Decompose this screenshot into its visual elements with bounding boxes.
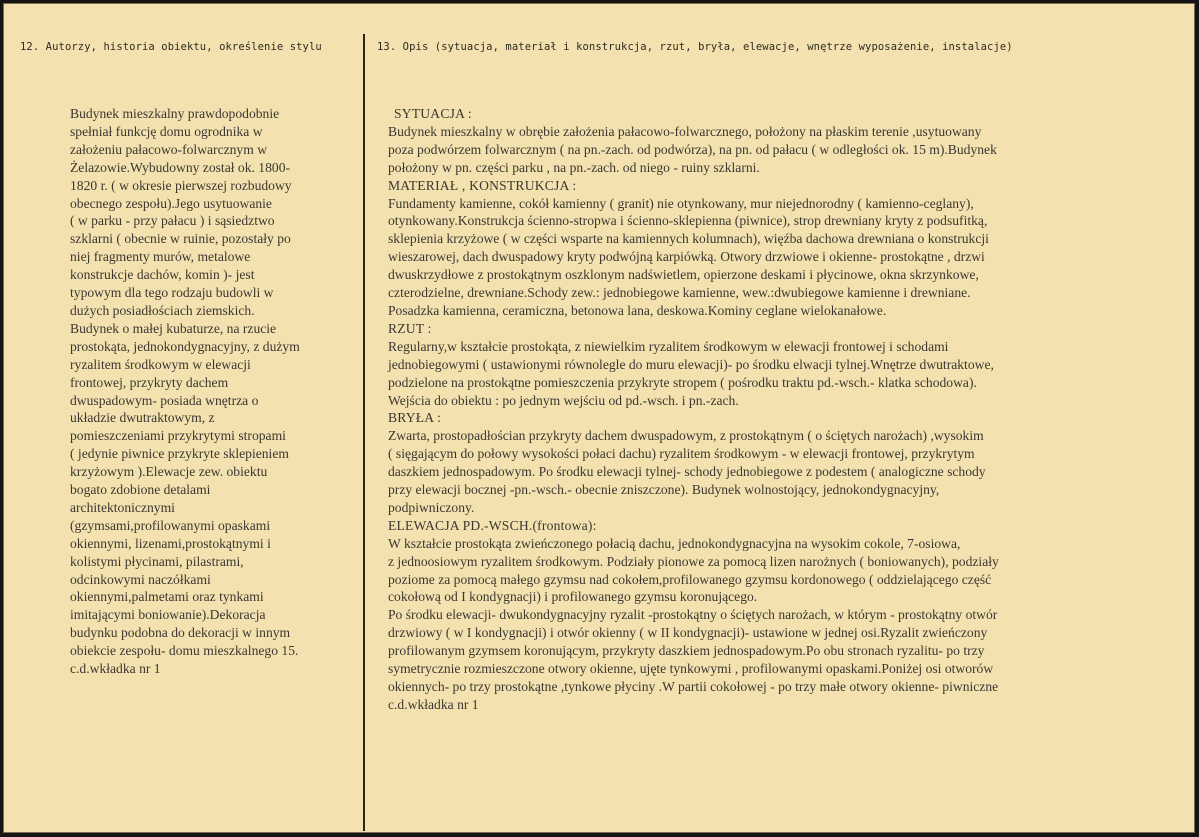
text-line: poza podwórzem folwarcznym ( na pn.-zach. od podwórza), na pn. od pałacu ( w odległości ok. 15 m).Budynek [388,141,997,157]
column-divider [363,34,365,831]
text-line: architektonicznymi [70,499,175,515]
text-line: ryzalitem środkowym w elewacji [70,356,251,372]
text-line: krzyżowym ).Elewacje zew. obiektu [70,464,268,480]
section-heading-elevation: ELEWACJA PD.-WSCH.(frontowa): [388,517,597,533]
text-line: (gzymsami,profilowanymi opaskami [70,517,271,533]
text-line: ( jedynie piwnice przykryte sklepieniem [70,446,289,462]
text-line: dwuspadowym- posiada wnętrza o [70,392,259,408]
text-line: drzwiowy ( w I kondygnacji) i otwór okienny ( w II kondygnacji)- ustawione w jednej osi.Ryzalit zwieńczony [388,625,988,641]
text-line: daszkiem jednospadowym. Po środku elewacji tylnej- schody jednobiegowe z podestem ( analogiczne schody [388,464,986,480]
text-line: obecnego zespołu).Jego usytuowanie [70,195,272,211]
text-line: Zwarta, prostopadłościan przykryty dachem dwuspadowym, z prostokątnym ( o ściętych narożach) ,wysokim [388,428,984,444]
section-heading-plan: RZUT : [388,320,432,336]
section-heading-material: MATERIAŁ , KONSTRUKCJA : [388,177,577,193]
text-line: konstrukcje dachów, komin )- jest [70,267,255,283]
text-line: Posadzka kamienna, ceramiczna, betonowa lana, deskowa.Kominy ceglane wielokanałowe. [388,302,887,318]
text-line: wieszarowej, dach dwuspadowy kryty podwójną karpiówką. Otwory drzwiowe i okienne- prostokątne , drzwi [388,249,985,265]
text-line: frontowej, przykryty dachem [70,374,229,390]
text-line: Regularny,w kształcie prostokąta, z niewielkim ryzalitem środkowym w elewacji frontowej i schodami [388,338,949,354]
text-line: Fundamenty kamienne, cokół kamienny ( granit) nie otynkowany, mur niejednorodny ( kamienno-ceglany), [388,195,974,211]
text-line: niej fragmenty murów, metalowe [70,249,251,265]
text-line: okiennych- po trzy prostokątne ,tynkowe płyciny .W partii cokołowej - po trzy małe otwory okienne- piwniczne [388,679,999,694]
continuation-note: c.d.wkładka nr 1 [388,696,479,712]
text-line: czterodzielne, drewniane.Schody zew.: jednobiegowe kamienne, wew.:dwubiegowe kamienne i drewniane. [388,285,971,301]
text-line: okiennymi,palmetami oraz tynkami [70,589,264,605]
text-line: obiekcie zespołu- domu mieszkalnego 15. [70,643,299,659]
section-heading-mass: BRYŁA : [388,410,442,426]
text-line: okiennymi, lizenami,prostokątnymi i [70,535,271,551]
text-line: położony w pn. części parku , na pn.-zach. od niego - ruiny szklarni. [388,159,760,175]
text-line: Wejścia do obiektu : po jednym wejściu od pd.-wsch. i pn.-zach. [388,392,739,408]
text-line: ( sięgającym do połowy wysokości połaci dachu) ryzalitem środkowym - w elewacji frontowej, przykrytym [388,446,975,462]
continuation-note: c.d.wkładka nr 1 [70,661,161,677]
text-line: cokołową od I kondygnacji) i profilowanego gzymsu koronującego. [388,589,758,605]
document-sheet [3,3,1195,833]
text-line: symetrycznie rozmieszczone otwory okienne, ujęte tynkowymi , profilowanymi opaskami.Poniżej osi otworów [388,661,994,677]
text-line: z jednoosiowym ryzalitem środkowym. Podziały pionowe za pomocą lizen narożnych ( boniowanych), podziały [388,553,999,569]
text-line: podzielone na prostokątne pomieszczenia przykryte stropem ( pośrodku traktu pd.-wsch.- klatka schodowa). [388,374,977,390]
text-line: układzie dwutraktowym, z [70,410,215,426]
text-line: Budynek mieszkalny w obrębie założenia pałacowo-folwarcznego, położony na płaskim terenie ,usytuowany [388,123,982,139]
section-heading-situation: SYTUACJA : [394,106,472,121]
text-line: Żelazowie.Wybudowny został ok. 1800- [70,159,291,175]
text-line: profilowanym gzymsem koronującym, przykryty daszkiem jednospadowym.Po obu stronach ryzalitu- po trzy [388,643,985,659]
text-line: Budynek mieszkalny prawdopodobnie [70,106,280,121]
history-text [70,105,352,678]
text-line: dwuskrzydłowe z prostokątnym oszklonym nadświetlem, opierzone deskami i płycinowe, okna skrzynkowe, [388,267,979,283]
text-line: Po środku elewacji- dwukondygnacyjny ryzalit -prostokątny o ściętych narożach, w którym - prostokątny otwór [388,607,998,623]
text-line: szklarni ( obecnie w ruinie, pozostały po [70,231,291,247]
text-line: Budynek o małej kubaturze, na rzucie [70,320,277,336]
text-line: otynkowany.Konstrukcja ścienno-stropwa i ścienno-sklepienna (piwnice), strop drewniany kryty z podsufitką, [388,213,988,229]
text-line: podpiwniczony. [388,499,475,515]
text-line: odcinkowymi naczółkami [70,571,211,587]
text-line: przy elewacji bocznej -pn.-wsch.- obecnie zniszczone). Budynek wolnostojący, jednokondygnacyjny, [388,482,940,498]
section-12-header: 12. Autorzy, historia obiektu, określenie stylu [20,41,322,53]
text-line: spełniał funkcję domu ogrodnika w [70,123,263,139]
text-line: prostokąta, jednokondygnacyjny, z dużym [70,338,300,354]
text-line: jednobiegowymi ( ustawionymi równolegle do muru elewacji)- po środku elwacji tylnej.Wnętrze dwutraktowe, [388,356,994,372]
text-line: dużych posiadłościach ziemskich. [70,302,255,318]
text-line: bogato zdobione detalami [70,482,211,498]
text-line: W kształcie prostokąta zwieńczonego połacią dachu, jednokondygnacyjna na wysokim cokole, 7-osiowa, [388,535,961,551]
text-line: ( w parku - przy pałacu ) i sąsiedztwo [70,213,275,229]
text-line: typowym dla tego rodzaju budowli w [70,285,274,301]
text-line: sklepienia krzyżowe ( w części wsparte na kamiennych kolumnach), więźba dachowa drewniana o konstrukcji [388,231,989,247]
text-line: poziome za pomocą małego gzymsu nad cokołem,profilowanego gzymsu kordonowego ( oddzielającego część [388,571,992,587]
text-line: budynku podobna do dekoracji w innym [70,625,291,641]
description-text [388,105,1196,714]
text-line: założeniu pałacowo-folwarcznym w [70,141,268,157]
text-line: pomieszczeniami przykrytymi stropami [70,428,286,444]
text-line: 1820 r. ( w okresie pierwszej rozbudowy [70,177,292,193]
text-line: kolistymi płycinami, pilastrami, [70,553,244,569]
section-13-header: 13. Opis (sytuacja, materiał i konstrukcja, rzut, bryła, elewacje, wnętrze wyposażenie, instalacje) [377,41,1013,53]
text-line: imitającymi boniowanie).Dekoracja [70,607,266,623]
